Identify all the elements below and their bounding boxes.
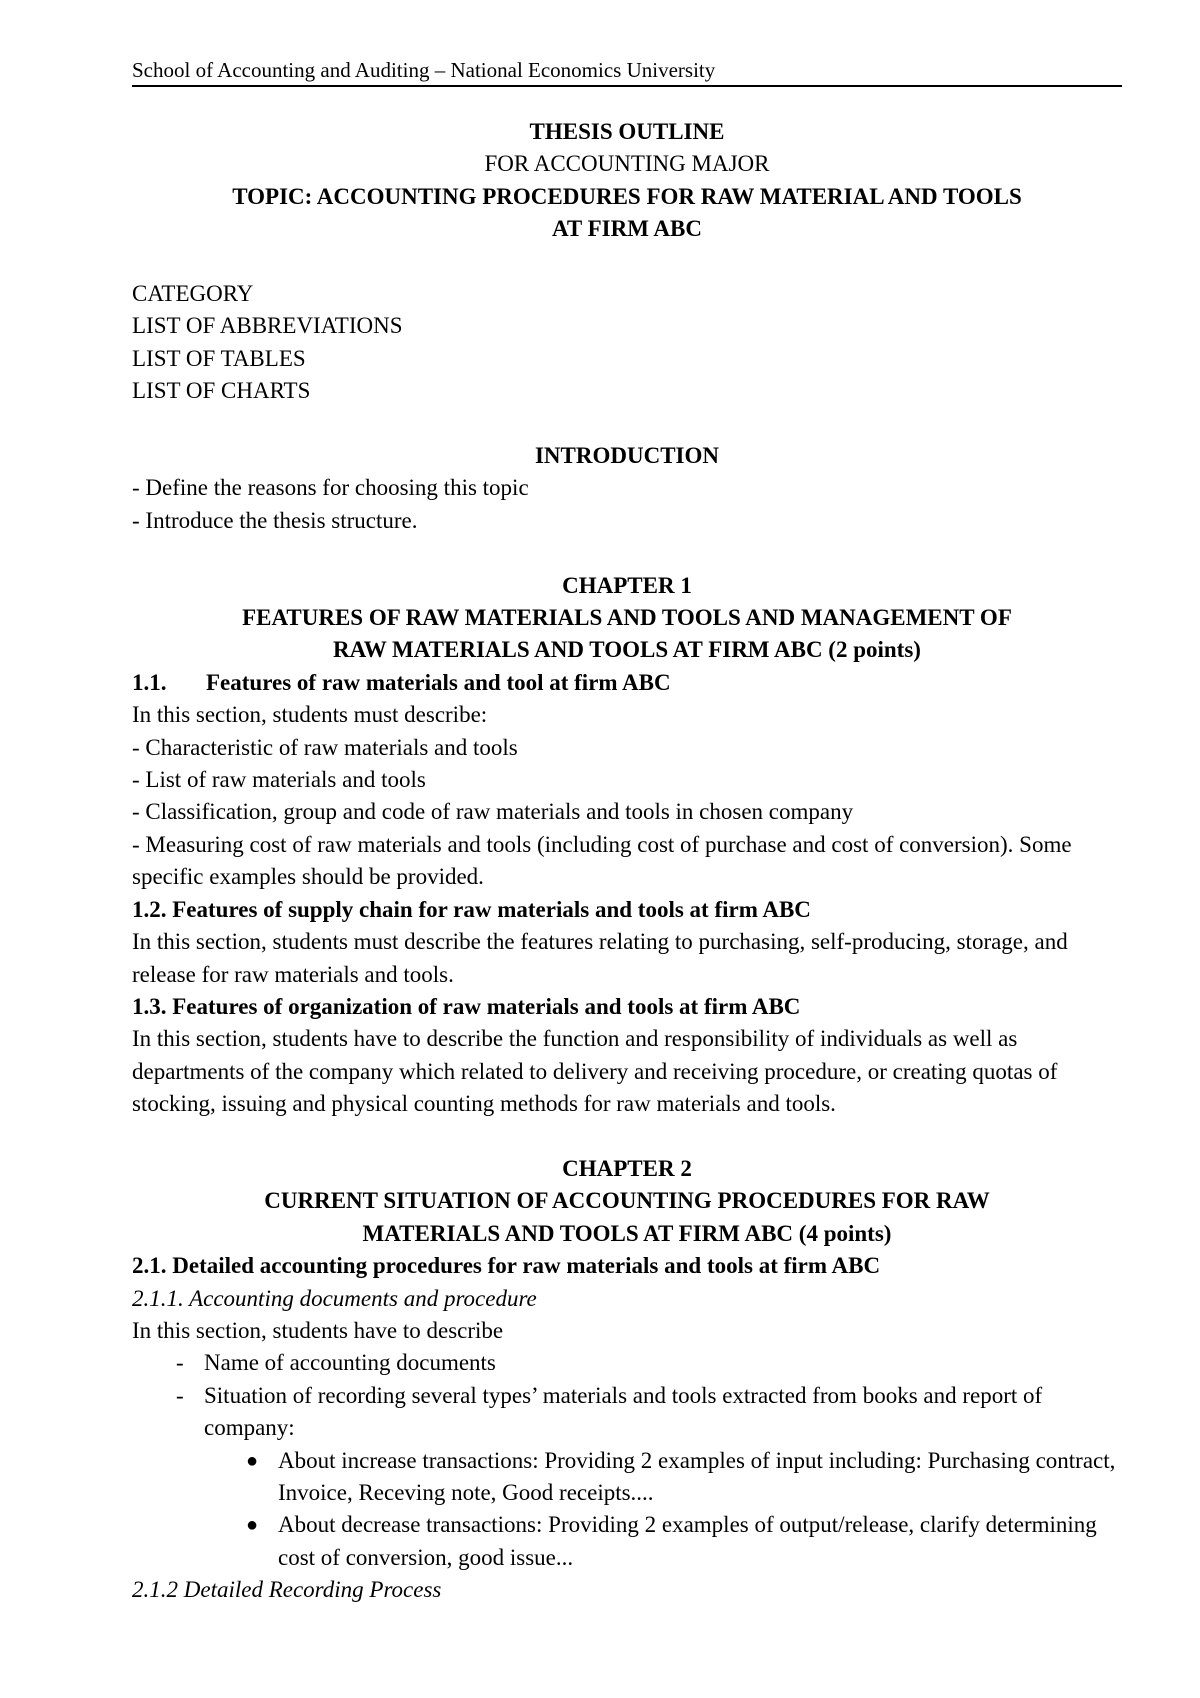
section-1-2-heading: 1.2. Features of supply chain for raw materials and tools at firm ABC — [132, 896, 811, 922]
bullet-list-item: ● About increase transactions: Providing 2 examples of input including: Purchasing contract, Invoice, Receving note, Good receipts.... — [132, 1445, 1122, 1510]
page-header: School of Accounting and Auditing – National Economics University — [132, 56, 1122, 87]
section-title: Features of raw materials and tool at firm ABC — [206, 669, 671, 695]
bullet-icon: ● — [246, 1514, 259, 1537]
spacer — [132, 537, 1122, 569]
spacer — [132, 246, 1122, 278]
front-matter-item: LIST OF TABLES — [132, 345, 306, 371]
list-item: - Characteristic of raw materials and tools — [132, 734, 518, 760]
section-2-1-heading: 2.1. Detailed accounting procedures for raw materials and tools at firm ABC — [132, 1253, 881, 1279]
dash-marker: - — [176, 1350, 184, 1376]
document-subtitle: FOR ACCOUNTING MAJOR — [484, 151, 770, 177]
spacer — [132, 1121, 1122, 1153]
section-2-1-1-heading: 2.1.1. Accounting documents and procedure — [132, 1285, 537, 1311]
front-matter-item: CATEGORY — [132, 281, 254, 307]
dash-list-item: - Situation of recording several types’ materials and tools extracted from books and report of company: — [132, 1380, 1122, 1445]
front-matter-item: LIST OF CHARTS — [132, 378, 311, 404]
chapter1-title-line-2: RAW MATERIALS AND TOOLS AT FIRM ABC (2 points) — [333, 637, 921, 663]
chapter1-title-line-1: FEATURES OF RAW MATERIALS AND TOOLS AND MANAGEMENT OF — [242, 605, 1012, 631]
section-1-2-text: In this section, students must describe the features relating to purchasing, self-producing, storage, and release for raw materials and tools. — [132, 929, 1068, 987]
bullet-icon: ● — [246, 1449, 259, 1472]
topic-line-2: AT FIRM ABC — [552, 216, 702, 242]
dash-marker: - — [176, 1382, 184, 1408]
introduction-heading: INTRODUCTION — [534, 443, 720, 469]
chapter1-heading: CHAPTER 1 — [562, 572, 692, 598]
chapter2-heading: CHAPTER 2 — [562, 1155, 692, 1181]
chapter2-title-line-1: CURRENT SITUATION OF ACCOUNTING PROCEDURES FOR RAW — [264, 1188, 990, 1214]
section-1-3-heading: 1.3. Features of organization of raw materials and tools at firm ABC — [132, 993, 801, 1019]
dash-list-item: - Name of accounting documents — [132, 1347, 1122, 1379]
section-2-1-2-heading: 2.1.2 Detailed Recording Process — [132, 1577, 442, 1603]
list-item: - Classification, group and code of raw materials and tools in chosen company — [132, 799, 854, 825]
introduction-item: - Define the reasons for choosing this topic — [132, 475, 529, 501]
topic-line-1: TOPIC: ACCOUNTING PROCEDURES FOR RAW MATERIAL AND TOOLS — [232, 183, 1022, 209]
section-1-1-intro: In this section, students must describe: — [132, 702, 488, 728]
introduction-item: - Introduce the thesis structure. — [132, 507, 418, 533]
chapter2-title-line-2: MATERIALS AND TOOLS AT FIRM ABC (4 points) — [362, 1220, 892, 1246]
bullet-list-item: ● About decrease transactions: Providing 2 examples of output/release, clarify determining cost of conversion, good issue... — [132, 1509, 1122, 1574]
list-item: - List of raw materials and tools — [132, 767, 426, 793]
spacer — [132, 408, 1122, 440]
front-matter-item: LIST OF ABBREVIATIONS — [132, 313, 403, 339]
document-body — [132, 116, 1122, 1607]
section-2-1-1-intro: In this section, students have to describe — [132, 1317, 504, 1343]
document-title: THESIS OUTLINE — [529, 119, 725, 144]
section-number: 1.1. — [132, 669, 167, 695]
section-1-1-heading — [132, 667, 1122, 699]
list-item: - Measuring cost of raw materials and tools (including cost of purchase and cost of conversion). Some specific examples should be provided. — [132, 831, 1072, 890]
section-1-3-text: In this section, students have to describe the function and responsibility of individuals as well as departments of the company which related to delivery and receiving procedure, or creating quotas of stocking, issuing and physical counting methods for raw materials and tools. — [132, 1026, 1058, 1117]
